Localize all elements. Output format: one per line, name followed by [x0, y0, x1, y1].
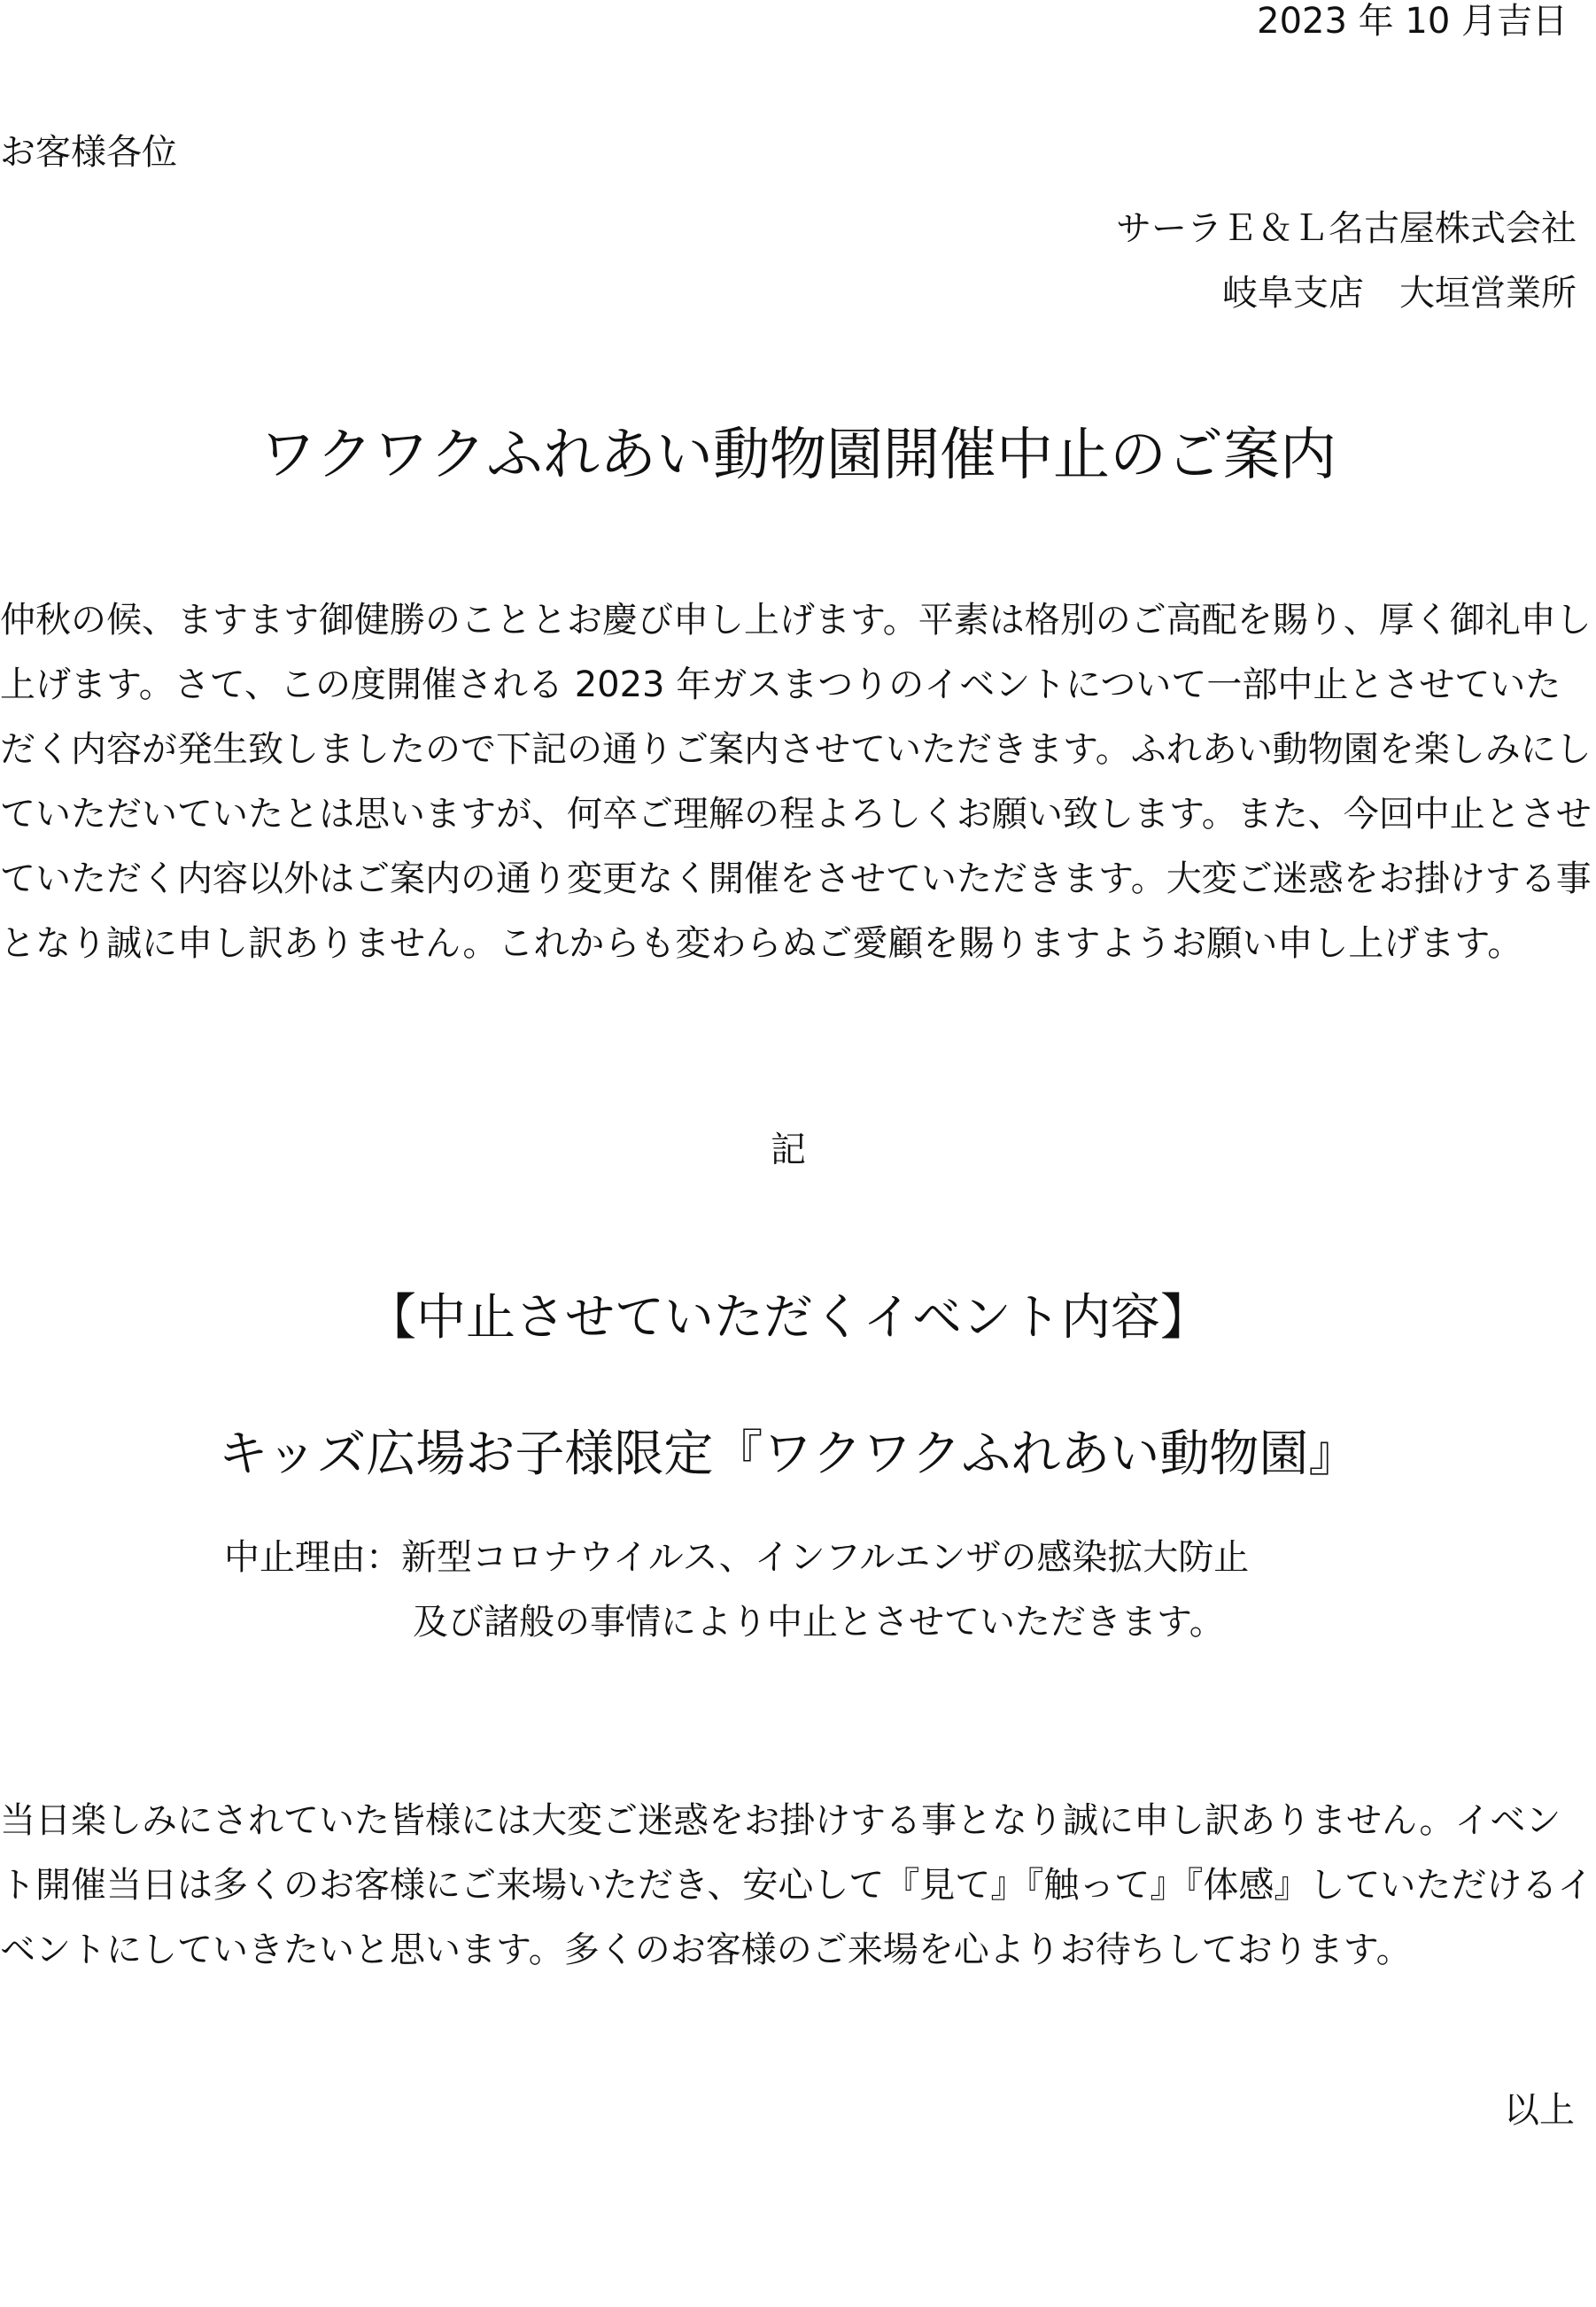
section-heading: 【中止させていただくイベント内容】	[367, 1289, 1210, 1347]
closing-paragraph: 当日楽しみにされていた皆様には大変ご迷惑をお掛けする事となり誠に申し訳ありません。イベント開催当日は多くのお客様にご来場いただき、安心して『見て』『触って』『体感』していただけるイベントにしていきたいと思います。多くのお客様のご来場を心よりお待ちしております。	[0, 1800, 1593, 1970]
sender-block	[1116, 197, 1577, 326]
closing-mark: 以上	[1504, 2090, 1575, 2131]
cancellation-reason	[224, 1526, 1249, 1655]
event-name: キッズ広場お子様限定『ワクワクふれあい動物園』	[218, 1425, 1359, 1483]
document-date: 2023 年 10 月吉日	[1257, 1, 1568, 42]
ki-marker: 記	[771, 1130, 806, 1170]
reason-line-2: 及び諸般の事情により中止とさせていただきます。	[413, 1602, 1225, 1643]
sender-company: サーラＥ＆Ｌ名古屋株式会社	[1116, 208, 1577, 249]
sender-branch: 岐阜支店 大垣営業所	[1222, 273, 1577, 314]
intro-paragraph: 仲秋の候、ますます御健勝のこととお慶び申し上げます。平素は格別のご高配を賜り、厚く御礼申し上げます。さて、この度開催される 2023 年ガスまつりのイベントについて一部中止とさせていただく内容が発生致しましたので下記の通りご案内させていただきます。ふれあい動物園を楽しみにしていただいていたとは思いますが、何卒ご理解の程よろしくお願い致します。また、今回中止とさせていただく内容以外はご案内の通り変更なく開催をさせていただきます。大変ご迷惑をお掛けする事となり誠に申し訳ありません。これからも変わらぬご愛顧を賜りますようお願い申し上げます。	[0, 600, 1592, 964]
recipient: お客様各位	[0, 132, 177, 173]
reason-line-1: 中止理由：新型コロナウイルス、インフルエンザの感染拡大防止	[224, 1537, 1250, 1578]
document-title: ワクワクふれあい動物園開催中止のご案内	[260, 423, 1336, 488]
